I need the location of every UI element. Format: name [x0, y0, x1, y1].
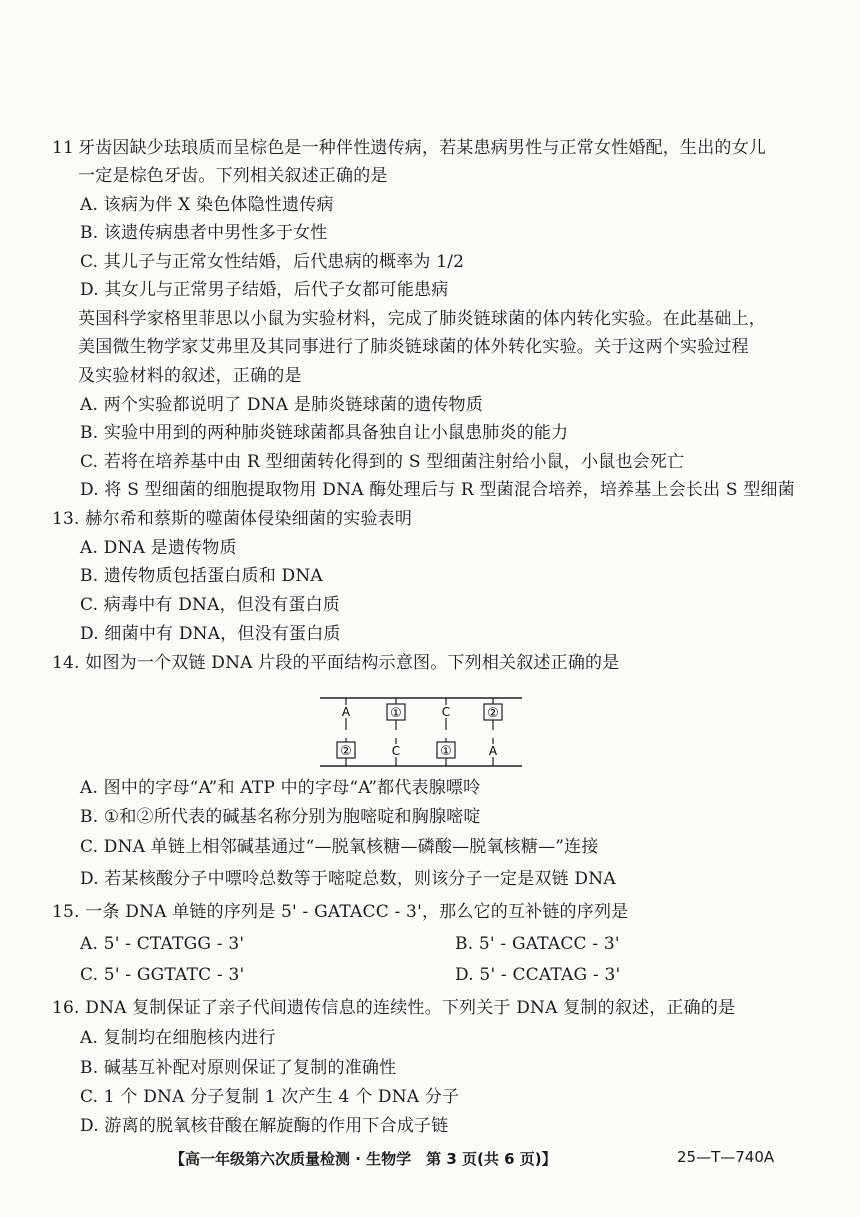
- q13-stem: 13. 赫尔希和蔡斯的噬菌体侵染细菌的实验表明: [52, 509, 413, 529]
- bottom-base-2: C: [391, 744, 401, 758]
- q13-option-a: A. DNA 是遗传物质: [80, 538, 237, 558]
- q15-option-b: B. 5' - GATACC - 3': [455, 934, 620, 954]
- q11-option-c: C. 其儿子与正常女性结婚，后代患病的概率为 1/2: [80, 252, 465, 272]
- q12-stem-line3: 及实验材料的叙述，正确的是: [78, 366, 302, 386]
- q12-stem-line1: 英国科学家格里菲思以小鼠为实验材料，完成了肺炎链球菌的体内转化实验。在此基础上，: [78, 309, 766, 329]
- q13-option-b: B. 遗传物质包括蛋白质和 DNA: [80, 566, 323, 586]
- q12-option-c: C. 若将在培养基中由 R 型细菌转化得到的 S 型细菌注射给小鼠，小鼠也会死亡: [80, 452, 685, 472]
- bottom-base-1: ②: [340, 744, 352, 759]
- q14-option-d: D. 若某核酸分子中嘌呤总数等于嘧啶总数，则该分子一定是双链 DNA: [80, 869, 616, 889]
- page-footer-title: 【高一年级第六次质量检测 · 生物学 第 3 页(共 6 页)】: [170, 1150, 557, 1168]
- q11-option-b: B. 该遗传病患者中男性多于女性: [80, 223, 328, 243]
- bottom-base-3: ①: [440, 744, 452, 759]
- bottom-base-4: A: [488, 744, 498, 758]
- q12-option-b: B. 实验中用到的两种肺炎链球菌都具备独自让小鼠患肺炎的能力: [80, 423, 569, 443]
- q16-option-b: B. 碱基互补配对原则保证了复制的准确性: [80, 1058, 397, 1078]
- q16-option-a: A. 复制均在细胞核内进行: [80, 1028, 276, 1048]
- q14-option-a: A. 图中的字母“A”和 ATP 中的字母“A”都代表腺嘌呤: [80, 778, 481, 798]
- q15-stem: 15. 一条 DNA 单链的序列是 5' - GATACC - 3'，那么它的互补链的序列是: [52, 902, 629, 922]
- q12-option-a: A. 两个实验都说明了 DNA 是肺炎链球菌的遗传物质: [80, 395, 484, 415]
- q14-option-c: C. DNA 单链上相邻碱基通过“—脱氧核糖—磷酸—脱氧核糖—”连接: [80, 837, 599, 857]
- q15-option-a: A. 5' - CTATGG - 3': [80, 934, 245, 954]
- exam-code: 25—T—740A: [677, 1148, 775, 1166]
- q12-stem-line2: 美国微生物学家艾弗里及其同事进行了肺炎链球菌的体外转化实验。关于这两个实验过程: [78, 337, 749, 357]
- q13-option-c: C. 病毒中有 DNA，但没有蛋白质: [80, 595, 340, 615]
- q11-option-d: D. 其女儿与正常男子结婚，后代子女都可能患病: [80, 280, 449, 300]
- q13-option-d: D. 细菌中有 DNA，但没有蛋白质: [80, 624, 341, 644]
- q16-option-c: C. 1 个 DNA 分子复制 1 次产生 4 个 DNA 分子: [80, 1087, 460, 1107]
- dna-structure-diagram: [316, 688, 526, 772]
- top-base-3: C: [441, 705, 451, 719]
- q11-option-a: A. 该病为伴 X 染色体隐性遗传病: [80, 195, 334, 215]
- q11-stem-line2: 一定是棕色牙齿。下列相关叙述正确的是: [78, 166, 388, 186]
- q11-number: 11: [52, 138, 75, 158]
- q14-stem: 14. 如图为一个双链 DNA 片段的平面结构示意图。下列相关叙述正确的是: [52, 653, 620, 673]
- q11-stem-line1: 牙齿因缺少珐琅质而呈棕色是一种伴性遗传病，若某患病男性与正常女性婚配，生出的女儿: [78, 138, 766, 158]
- top-base-2: ①: [390, 706, 402, 721]
- top-base-1: A: [341, 705, 351, 719]
- q16-option-d: D. 游离的脱氧核苷酸在解旋酶的作用下合成子链: [80, 1116, 449, 1136]
- q16-stem: 16. DNA 复制保证了亲子代间遗传信息的连续性。下列关于 DNA 复制的叙述，正确的是: [52, 998, 736, 1018]
- q14-option-b: B. ①和②所代表的碱基名称分别为胞嘧啶和胸腺嘧啶: [80, 807, 481, 827]
- top-base-4: ②: [487, 706, 499, 721]
- q12-option-d: D. 将 S 型细菌的细胞提取物用 DNA 酶处理后与 R 型菌混合培养，培养基上会长出 S 型细菌: [80, 480, 795, 500]
- q15-option-d: D. 5' - CCATAG - 3': [455, 965, 621, 985]
- q15-option-c: C. 5' - GGTATC - 3': [80, 965, 245, 985]
